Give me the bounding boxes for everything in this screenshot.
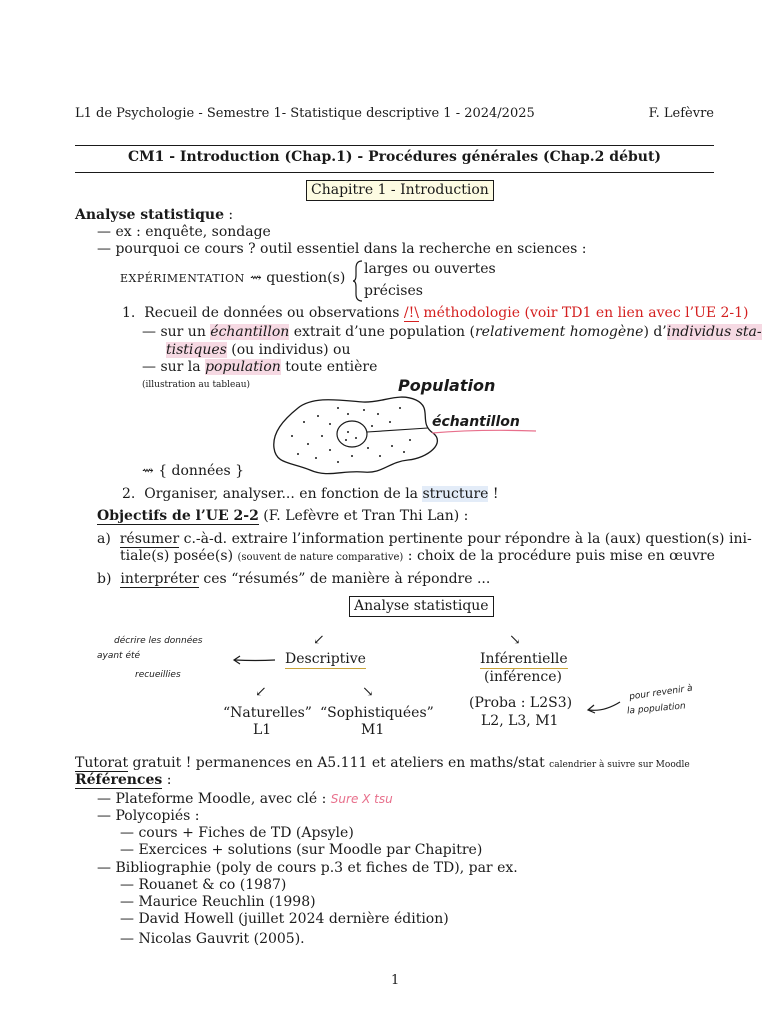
tree-l1: L1 [253, 722, 272, 738]
objectifs-heading-line [97, 508, 468, 525]
donnees-line [142, 463, 244, 480]
text: David Howell (juillet 2024 dernière édition) [138, 911, 449, 927]
methodo-text: méthodologie (voir TD1 en lien avec l’UE 2-1) [418, 305, 749, 321]
objectifs-heading: Objectifs de l’UE 2-2 [97, 508, 259, 524]
text: Bibliographie (poly de cours p.3 et fiches de TD), par ex. [115, 860, 518, 876]
brace-bottom: précises [364, 283, 423, 299]
recueil-text: Recueil de données ou observations [144, 305, 404, 321]
objectif-a-cont [120, 548, 715, 566]
text: Maurice Reuchlin (1998) [138, 894, 316, 910]
text: : choix de la procédure puis mise en œuvre [403, 548, 715, 564]
list-item-1 [122, 305, 749, 322]
dash: — [142, 359, 156, 375]
small-note: calendrier à suivre sur Moodle [549, 760, 690, 770]
tree-m1: M1 [361, 722, 385, 738]
warning-icon: /!\ [403, 305, 419, 321]
text: sur la [160, 359, 206, 375]
interpreter-term: interpréter [120, 571, 199, 587]
dash: — [97, 791, 111, 807]
hand-echantillon: échantillon [432, 414, 520, 430]
hand-left-1: décrire les données [114, 636, 203, 646]
analyse-item-2-text: pourquoi ce cours ? outil essentiel dans la recherche en sciences : [115, 241, 587, 257]
analyse-heading-line [75, 207, 233, 224]
experimentation-label: EXPÉRIMENTATION [120, 272, 245, 285]
tree-inference: (inférence) [484, 669, 563, 685]
analyse-heading: Analyse statistique [75, 207, 224, 223]
text: (ou individus) ou [226, 342, 351, 358]
hand-arrow-left-icon [231, 653, 277, 667]
arrow-se-icon: ↘ [362, 684, 374, 700]
ref-biblio [97, 860, 518, 877]
header-right: F. Lefèvre [648, 106, 714, 121]
text: extrait d’une population ( [289, 324, 475, 340]
squiggle-arrow-icon: ⇝ [250, 270, 262, 286]
tree-descriptive: Descriptive [285, 651, 366, 667]
resumer-term: résumer [119, 531, 180, 547]
donnees-text: { données } [158, 463, 245, 479]
dash: — [97, 860, 111, 876]
small-note: (souvent de nature comparative) [237, 552, 404, 563]
tree-proba: (Proba : L2S3) [469, 695, 573, 711]
text: toute entière [280, 359, 378, 375]
tree-naturelles: “Naturelles” [223, 705, 312, 721]
brace-top: larges ou ouvertes [364, 261, 496, 277]
sub-item-echantillon-cont [166, 342, 351, 359]
text: tiale(s) posée(s) [120, 548, 238, 564]
population-term: population [205, 359, 281, 375]
hand-right-2: la population [626, 701, 687, 717]
sub-item-population [142, 359, 377, 376]
dash: — [97, 241, 111, 257]
hand-left-3: recueillies [135, 670, 181, 680]
text: Plateforme Moodle, avec clé : [115, 791, 331, 807]
arrow-sw-icon: ↙ [313, 632, 325, 648]
structure-term: structure [422, 486, 489, 502]
page-title: CM1 - Introduction (Chap.1) - Procédures générales (Chap.2 début) [127, 149, 662, 165]
tree-sophistiquees: “Sophistiquées” [320, 705, 434, 721]
references-heading: Références [75, 772, 163, 788]
analyse-colon: : [223, 207, 234, 223]
list-number: 1. [122, 305, 136, 321]
ref-exercices [120, 842, 482, 859]
ref-polycopies [97, 808, 199, 825]
hand-population: Population [398, 376, 496, 395]
dash: — [120, 877, 134, 893]
arrow-sw-icon: ↙ [255, 684, 267, 700]
list-number: 2. [122, 486, 136, 502]
ref-moodle [97, 791, 393, 808]
chapter-box: Chapitre 1 - Introduction [306, 180, 494, 201]
text: gratuit ! permanences en A5.111 et ateliers en maths/stat [128, 755, 550, 771]
text: Polycopiés : [115, 808, 200, 824]
page-number: 1 [391, 973, 400, 988]
list-label: a) [97, 531, 111, 547]
questions-line [250, 270, 345, 287]
text: ! [488, 486, 499, 502]
individus-term: individus sta- [666, 324, 762, 340]
curly-brace-icon [352, 260, 364, 302]
analyse-item-1 [97, 224, 271, 241]
text: ) d’ [643, 324, 667, 340]
moodle-key: Sure X tsu [330, 792, 393, 806]
organiser-text: Organiser, analyser... en fonction de la [144, 486, 423, 502]
list-label: b) [97, 571, 112, 587]
echantillon-term: échantillon [210, 324, 290, 340]
echantillon-underline [430, 428, 540, 436]
list-item-2 [122, 486, 499, 503]
title-rule-top [75, 145, 714, 146]
dash: — [97, 808, 111, 824]
text: Nicolas Gauvrit (2005). [138, 931, 305, 947]
dash: — [97, 224, 111, 240]
tree-levels: L2, L3, M1 [481, 713, 559, 729]
dash: — [120, 894, 134, 910]
illustration-note: (illustration au tableau) [142, 380, 251, 390]
analyse-item-1-text: ex : enquête, sondage [115, 224, 271, 240]
references-heading-line [75, 772, 171, 789]
text: Exercices + solutions (sur Moodle par Chapitre) [138, 842, 483, 858]
objectifs-authors: (F. Lefèvre et Tran Thi Lan) : [258, 508, 469, 524]
analyse-item-2 [97, 241, 586, 258]
dash: — [120, 911, 134, 927]
ref-b1 [120, 877, 286, 894]
objectif-a [97, 531, 752, 548]
tutorat-term: Tutorat [75, 755, 129, 771]
dash: — [120, 825, 134, 841]
dash: — [120, 931, 134, 947]
ref-b2 [120, 894, 316, 911]
ref-b3 [120, 911, 449, 928]
title-rule-bottom [75, 172, 714, 173]
dash: — [142, 324, 156, 340]
individus-term-cont: tistiques [166, 342, 227, 358]
text: cours + Fiches de TD (Apsyle) [138, 825, 354, 841]
dash: — [120, 842, 134, 858]
text: c.-à-d. extraire l’information pertinente pour répondre à la (aux) question(s) ini- [179, 531, 752, 547]
ref-cours [120, 825, 354, 842]
hand-arrow-right-icon [586, 698, 622, 716]
ref-b4 [120, 931, 305, 948]
tree-root: Analyse statistique [349, 596, 494, 617]
hand-right-1: pour revenir à [628, 683, 694, 703]
squiggle-arrow-icon: ⇝ [142, 463, 154, 479]
questions-text: question(s) [266, 270, 346, 286]
objectif-b [97, 571, 490, 588]
arrow-se-icon: ↘ [509, 632, 521, 648]
text: sur un [160, 324, 211, 340]
tree-inferentielle: Inférentielle [480, 651, 568, 667]
text: Rouanet & co (1987) [138, 877, 287, 893]
sub-item-echantillon [142, 324, 762, 341]
text: : [162, 772, 172, 788]
hand-left-2: ayant été [97, 651, 141, 661]
header-left: L1 de Psychologie - Semestre 1- Statistique descriptive 1 - 2024/2025 [75, 106, 535, 121]
text: ces “résumés” de manière à répondre ... [198, 571, 491, 587]
relativement-term: relativement homogène [474, 324, 644, 340]
